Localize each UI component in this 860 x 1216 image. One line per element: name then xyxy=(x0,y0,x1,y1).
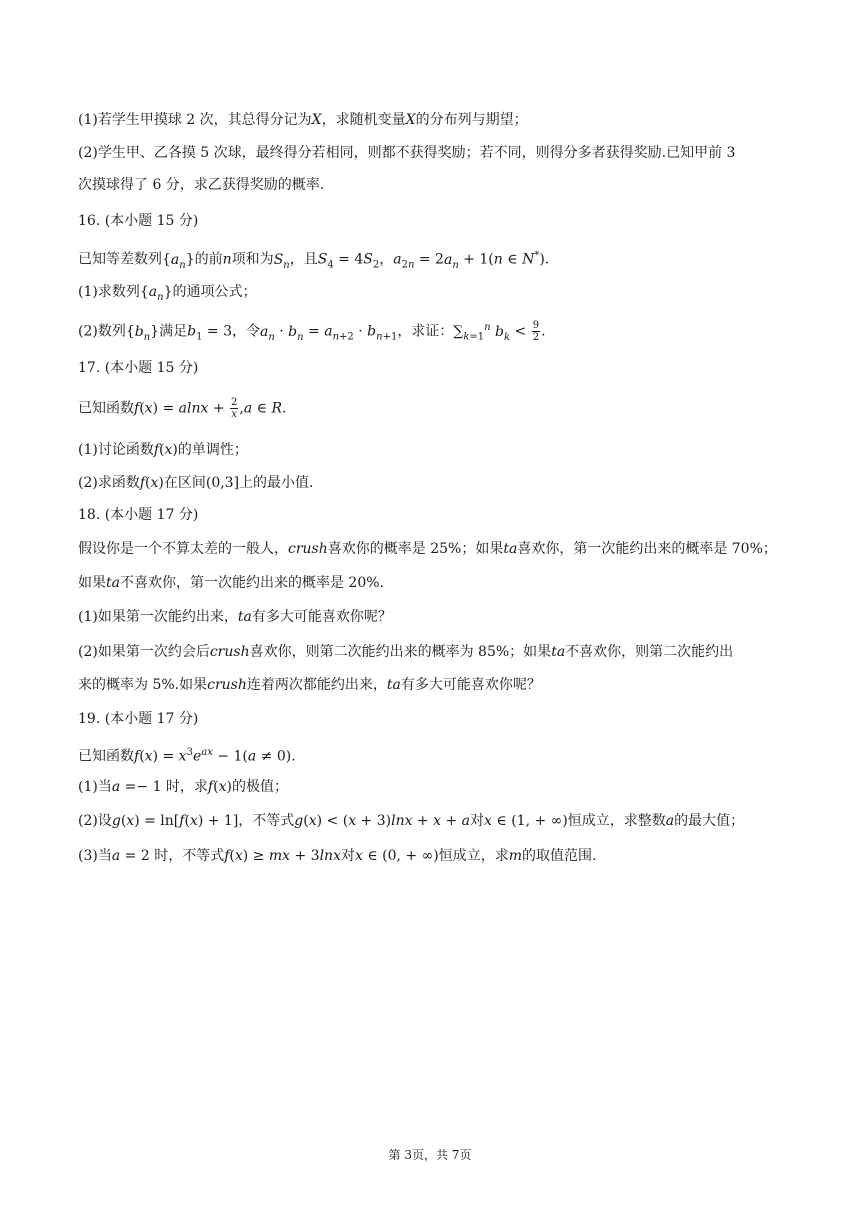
q18-stem-line1: 假设你是一个不算太差的一般人，crush喜欢你的概率是 25%；如果ta喜欢你，第一次能约出来的概率是 70%； xyxy=(78,541,777,557)
q19-heading: 19. (本小题 17 分) xyxy=(78,711,199,727)
q18-part1: (1)如果第一次能约出来，ta有多大可能喜欢你呢？ xyxy=(78,609,392,625)
q16-part2: (2)数列$\{b_n\}$满足$b_1 = 3$，令$a_n \cdot b_n = a_{n+2} \cdot b_{n+1}$，求证：$\sum_{k=1}^n$ $b_k$ < $\frac{9}{2}$ . xyxy=(78,320,546,344)
q19-part3: (3)当a = 2 时，不等式f(x) ≥ mx + 3lnx对x ∈ (0, + ∞)恒成立，求m的取值范围. xyxy=(78,848,597,864)
q15-part1: (1)若学生甲摸球 2 次，其总得分记为X，求随机变量X的分布列与期望； xyxy=(78,112,528,128)
q17-heading: 17. (本小题 15 分) xyxy=(78,360,199,376)
q15-part2-line2: 次摸球得了 6 分，求乙获得奖励的概率. xyxy=(78,177,325,193)
q16-stem: 已知等差数列$\{a_n\}$的前n项和为$S_n$，且$S_4 = 4S_2$，$a_{2n} = 2a_n + 1(n$ ∈ N*). xyxy=(78,250,550,271)
page-footer: 第 3页，共 7页 xyxy=(388,1148,472,1162)
q15-part1-text xyxy=(0,0,1,1)
q18-stem-line2: 如果ta不喜欢你，第一次能约出来的概率是 20%. xyxy=(78,575,385,591)
q17-part1: (1)讨论函数f(x)的单调性； xyxy=(78,442,248,458)
q18-part2-line1: (2)如果第一次约会后crush喜欢你，则第二次能约出来的概率为 85%；如果ta不喜欢你，则第二次能约出 xyxy=(78,644,734,660)
q15-part2-line1: (2)学生甲、乙各摸 5 次球，最终得分若相同，则都不获得奖励；若不同，则得分多者获得奖励.已知甲前 3 xyxy=(78,145,736,161)
q17-part2: (2)求函数f(x)在区间(0,3]上的最小值. xyxy=(78,475,314,491)
q18-part2-line2: 来的概率为 5%.如果crush连着两次都能约出来，ta有多大可能喜欢你呢？ xyxy=(78,677,541,693)
q17-stem: 已知函数f(x) = alnx + $\frac{2}{x}$ ,a ∈ R. xyxy=(78,397,287,420)
q19-part2: (2)设g(x) = ln[f(x) + 1]，不等式g(x) < (x + 3)lnx + x + a对x ∈ (1, + ∞)恒成立，求整数a的最大值； xyxy=(78,813,745,829)
q18-heading: 18. (本小题 17 分) xyxy=(78,507,199,523)
q19-part1: (1)当a =− 1 时，求f(x)的极值； xyxy=(78,779,288,795)
q16-part1: (1)求数列$\{a_n\}$的通项公式； xyxy=(78,284,257,303)
q16-heading: 16. (本小题 15 分) xyxy=(78,213,199,229)
q19-stem: 已知函数$f(x) = x^3e^{ax} - 1(a \ne 0)$. xyxy=(78,747,296,765)
